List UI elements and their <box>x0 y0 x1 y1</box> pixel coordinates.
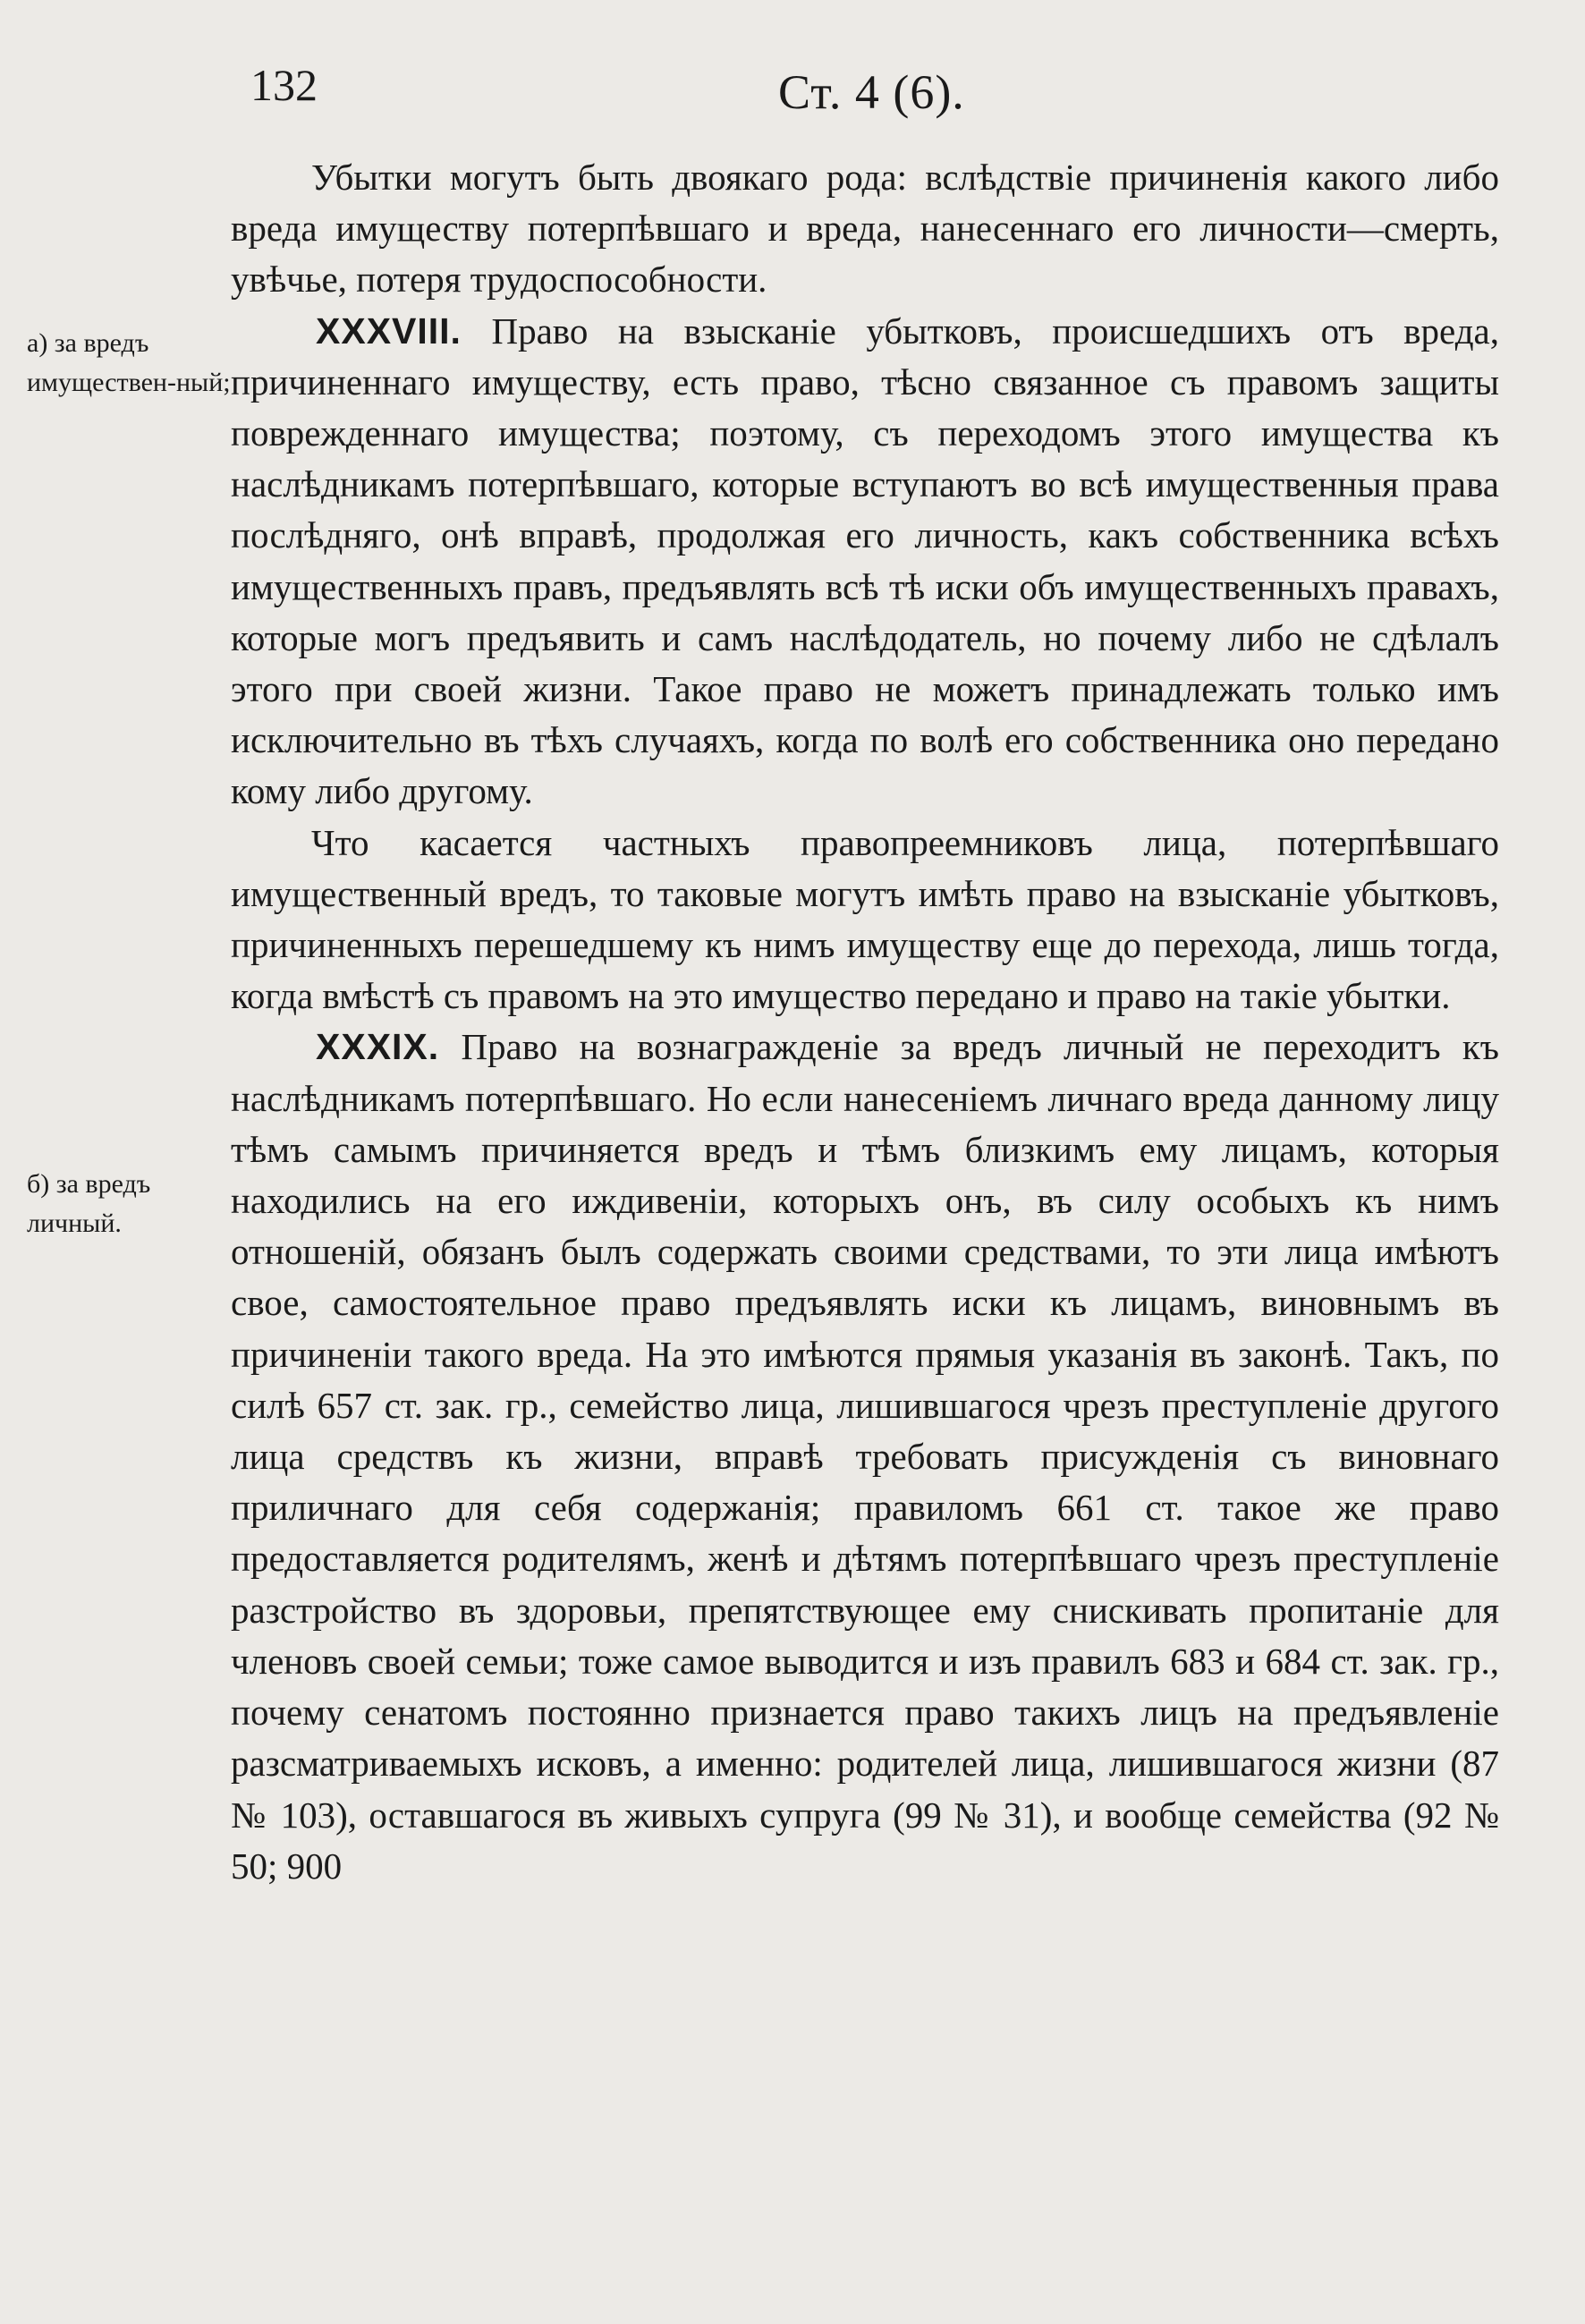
paragraph-intro: Убытки могутъ быть двоякаго рода: вслѣдствіе причиненія какого либо вреда имуществу потерпѣвшаго и вреда, нанесеннаго его личности—смерть, увѣчье, потеря трудоспособности. <box>231 157 1499 301</box>
page-header <box>250 59 1504 131</box>
page-number: 132 <box>250 60 318 110</box>
running-head: Ст. 4 (6). <box>778 65 965 119</box>
section-38 <box>231 306 1499 818</box>
section-number: XXXVIII. <box>316 310 462 352</box>
body-text <box>231 152 1499 1892</box>
section-39 <box>231 1022 1499 1891</box>
margin-note-personal-damage: б) за вредъ личный. <box>27 1169 151 1238</box>
margin-note-property-damage: а) за вредъ имуществен-ный; <box>27 328 231 397</box>
paragraph-successors: Что касается частныхъ правопреемниковъ лица, потерпѣвшаго имущественный вредъ, то таковые могутъ имѣть право на взысканіе убытковъ, причиненныхъ перешедшему къ нимъ имуществу еще до перехода, лишь тогда, когда вмѣстѣ съ правомъ на это имущество передано и право на такіе убытки. <box>231 821 1499 1017</box>
section-text: Право на взысканіе убытковъ, происшедшихъ отъ вреда, причиненнаго имуществу, есть право, тѣсно связанное съ правомъ защиты поврежденнаго имущества; поэтому, съ переходомъ этого имущества къ наслѣдникамъ потерпѣвшаго, которые вступаютъ во всѣ имущественныя права послѣдняго, онѣ вправѣ, продолжая его личность, какъ собственника всѣхъ имущественныхъ правъ, предъявлять всѣ тѣ иски объ имущественныхъ правахъ, которые могъ предъявить и самъ наслѣдодатель, но почему либо не сдѣлалъ этого при своей жизни. Такое право не можетъ принадлежать только имъ исключительно въ тѣхъ случаяхъ, когда по волѣ его собственника оно передано кому либо другому. <box>231 310 1500 812</box>
section-number: XXXIX. <box>316 1026 440 1068</box>
section-text: Право на вознагражденіе за вредъ личный не переходитъ къ наслѣдникамъ потерпѣвшаго. Но если нанесеніемъ личнаго вреда данному лицу тѣмъ самымъ причиняется вредъ и тѣмъ близкимъ ему лицамъ, которыя находились на его иждивеніи, которыхъ онъ, въ силу особыхъ къ нимъ отношеній, обязанъ былъ содержать своими средствами, то эти лица имѣютъ свое, самостоятельное право предъявлять иски къ лицамъ, виновнымъ въ причиненіи такого вреда. На это имѣются прямыя указанія въ законѣ. Такъ, по силѣ 657 ст. зак. гр., семейство лица, лишившагося чрезъ преступленіе другого лица средствъ къ жизни, вправѣ требовать присужденія съ виновнаго приличнаго для себя содержанія; правиломъ 661 ст. такое же право предоставляется родителямъ, женѣ и дѣтямъ потерпѣвшаго чрезъ преступленіе разстройство въ здоровьи, препятствующее ему снискивать пропитаніе для членовъ своей семьи; тоже самое выводится и изъ правилъ 683 и 684 ст. зак. гр., почему сенатомъ постоянно признается право такихъ лицъ на предъявленіе разсматриваемыхъ исковъ, а именно: родителей лица, лишившагося жизни (87 № 103), оставшагося въ живыхъ супруга (99 № 31), и вообще семейства (92 № 50; 900 <box>231 1026 1500 1887</box>
